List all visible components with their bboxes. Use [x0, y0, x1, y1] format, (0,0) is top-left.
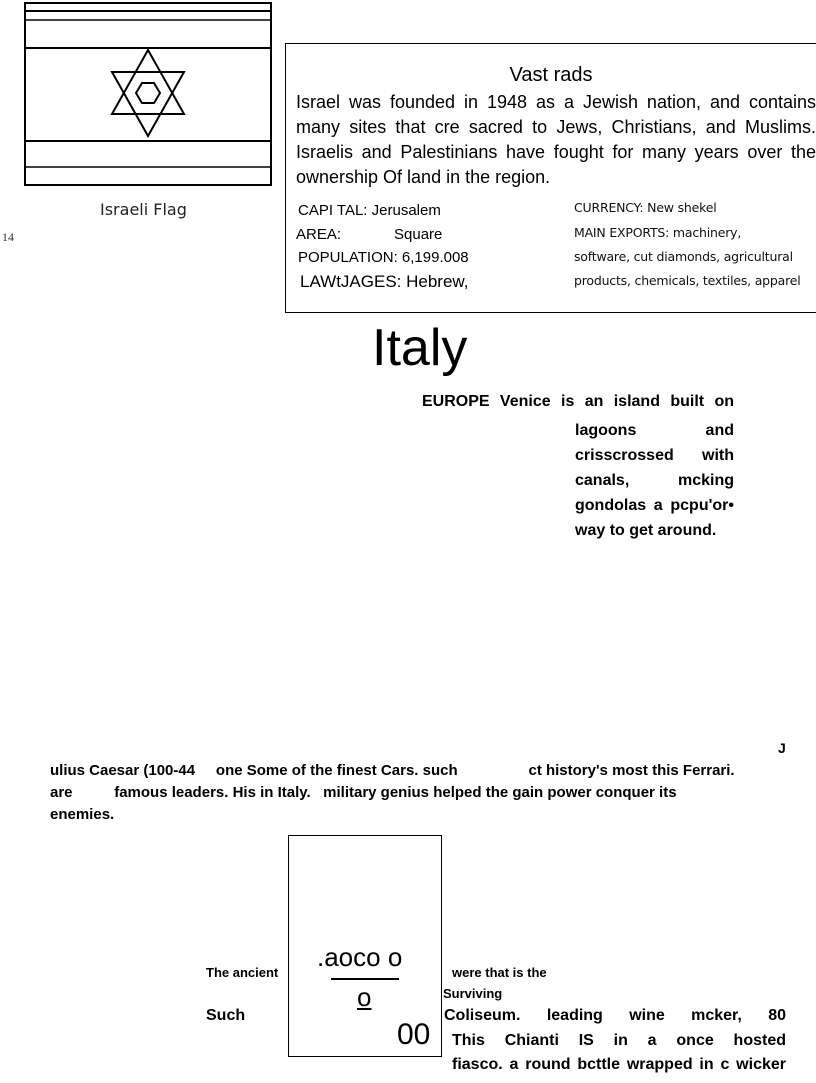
venice-line: crisscrossed with	[575, 447, 734, 464]
image-text-3: 00	[397, 1018, 431, 1051]
image-rule	[331, 978, 399, 980]
right-line: This Chianti IS in a once hosted	[452, 1032, 786, 1049]
image-text-1: .aoco o	[317, 942, 403, 972]
fact-exports-2: software, cut diamonds, agricultural	[574, 249, 793, 264]
info-box-title: Vast rads	[509, 64, 593, 86]
caesar-line: enemies.	[50, 806, 115, 823]
israel-info-box	[285, 43, 816, 313]
page-number: 14	[2, 230, 14, 244]
were-text: were that is the	[452, 965, 547, 980]
fact-languages: LAWtJAGES: Hebrew,	[300, 272, 469, 291]
venice-line: gondolas a pcpu'or•	[575, 497, 734, 514]
israeli-flag	[24, 2, 272, 186]
italy-title: Italy	[372, 319, 468, 377]
fact-area: AREA:	[296, 226, 342, 243]
fact-exports-3: products, chemicals, textiles, apparel	[574, 273, 801, 288]
fact-area-value: Square	[394, 226, 443, 243]
fact-exports-1: MAIN EXPORTS: machinery,	[574, 225, 742, 240]
image-text-2: o	[357, 982, 372, 1012]
image-box	[288, 835, 442, 1057]
caesar-line: ulius Caesar (100-44 one Some of the finest Cars. such ct history's most this Ferrari.	[50, 762, 735, 779]
caesar-initial: J	[778, 740, 786, 756]
israel-paragraph: Israel was founded in 1948 as a Jewish nation, and contains many sites that cre sacred to Jews, Christians, and Muslims. Israelis and Palestinians have fought for many years over the ownership Of land in the region.	[296, 92, 816, 187]
venice-line: canals, mcking	[575, 472, 734, 489]
fact-currency: CURRENCY: New shekel	[574, 200, 717, 215]
right-line: fiasco. a round bcttle wrapped in c wicker	[452, 1056, 786, 1073]
flag-drawing	[24, 2, 272, 186]
venice-line: lagoons and	[575, 422, 734, 439]
fact-population: POPULATION: 6,199.008	[298, 249, 469, 266]
surviving-text: Surviving	[443, 986, 503, 1001]
the-ancient-text: The ancient	[206, 965, 279, 980]
such-text: Such	[206, 1007, 246, 1024]
flag-caption: Israeli Flag	[100, 200, 187, 219]
right-line: Coliseum. leading wine mcker, 80	[444, 1007, 786, 1024]
venice-column	[575, 418, 734, 543]
caesar-line: are famous leaders. His in Italy. military genius helped the gain power conquer its	[50, 784, 677, 801]
venice-line: way to get around.	[575, 522, 717, 539]
europe-line: EUROPE Venice is an island built on	[422, 393, 734, 410]
fact-capital: CAPI TAL: Jerusalem	[298, 202, 441, 219]
